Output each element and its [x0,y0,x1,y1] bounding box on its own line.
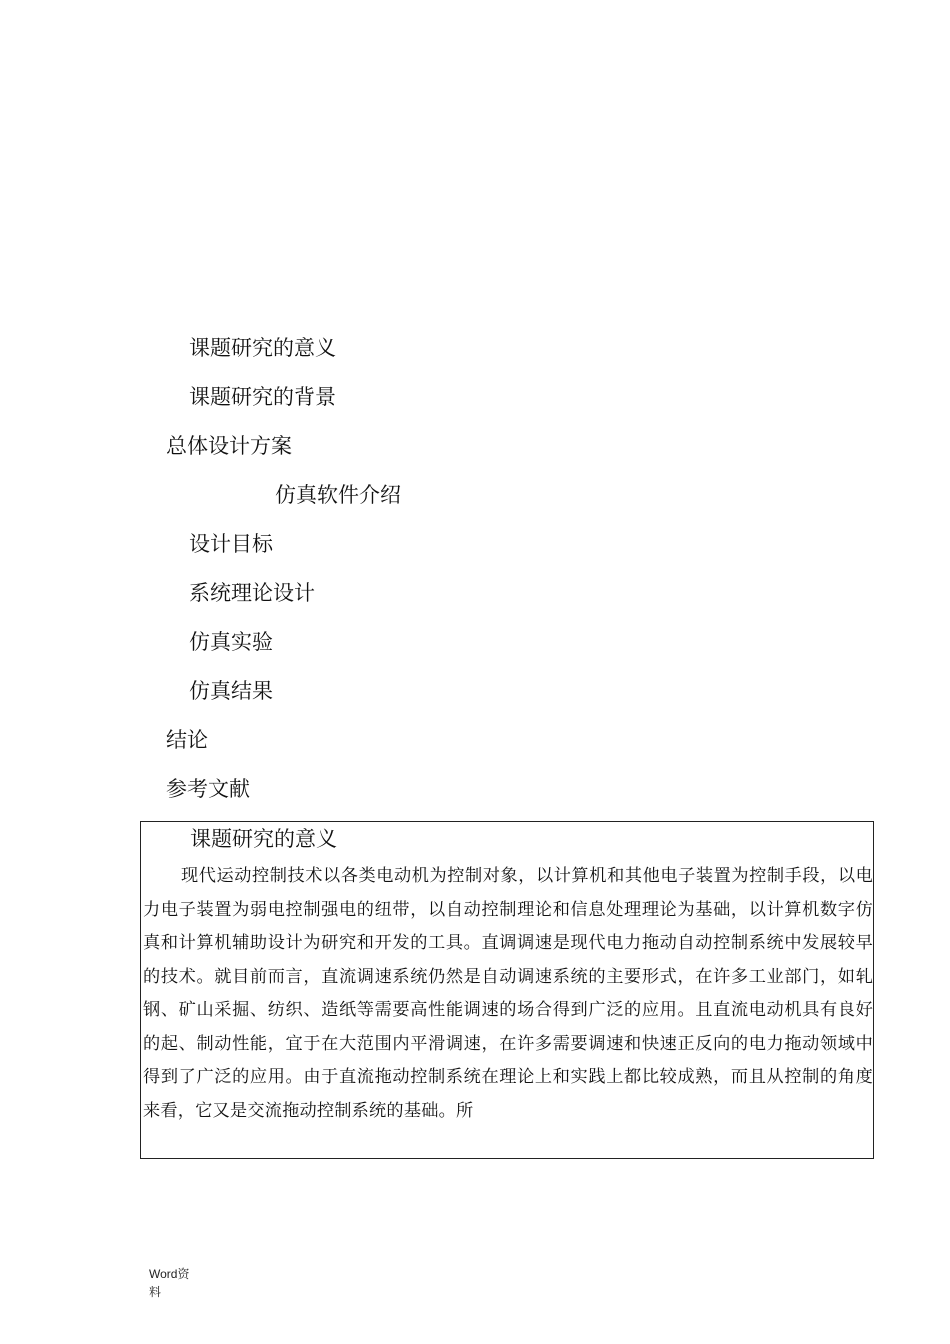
toc-item-software-intro[interactable]: 仿真软件介绍 [275,483,401,507]
toc-item-overall-design[interactable]: 总体设计方案 [166,434,292,458]
toc-item-system-theory[interactable]: 系统理论设计 [189,581,315,605]
toc-item-conclusion[interactable]: 结论 [166,728,208,752]
section-title: 课题研究的意义 [190,827,337,851]
footer-label: Word资料 [149,1267,190,1299]
section-box [140,821,874,1159]
toc-item-simulation-results[interactable]: 仿真结果 [189,679,273,703]
toc-item-simulation-experiment[interactable]: 仿真实验 [189,630,273,654]
section-body: 现代运动控制技术以各类电动机为控制对象，以计算机和其他电子装置为控制手段，以电力电子装置为弱电控制强电的纽带，以自动控制理论和信息处理理论为基础，以计算机数字仿真和计算机辅助设计为研究和开发的工具。直调调速是现代电力拖动自动控制系统中发展较早的技术。就目前而言，直流调速系统仍然是自动调速系统的主要形式，在许多工业部门，如轧钢、矿山采掘、纺织、造纸等需要高性能调速的场合得到广泛的应用。且直流电动机具有良好的起、制动性能，宜于在大范围内平滑调速，在许多需要调速和快速正反向的电力拖动领域中得到了广泛的应用。由于直流拖动控制系统在理论上和实践上都比较成熟，而且从控制的角度来看，它又是交流拖动控制系统的基础。所 [143,866,873,1121]
toc-item-significance[interactable]: 课题研究的意义 [189,336,336,360]
toc-item-design-goals[interactable]: 设计目标 [189,532,273,556]
toc-item-references[interactable]: 参考文献 [166,777,250,801]
toc-item-background[interactable]: 课题研究的背景 [189,385,336,409]
